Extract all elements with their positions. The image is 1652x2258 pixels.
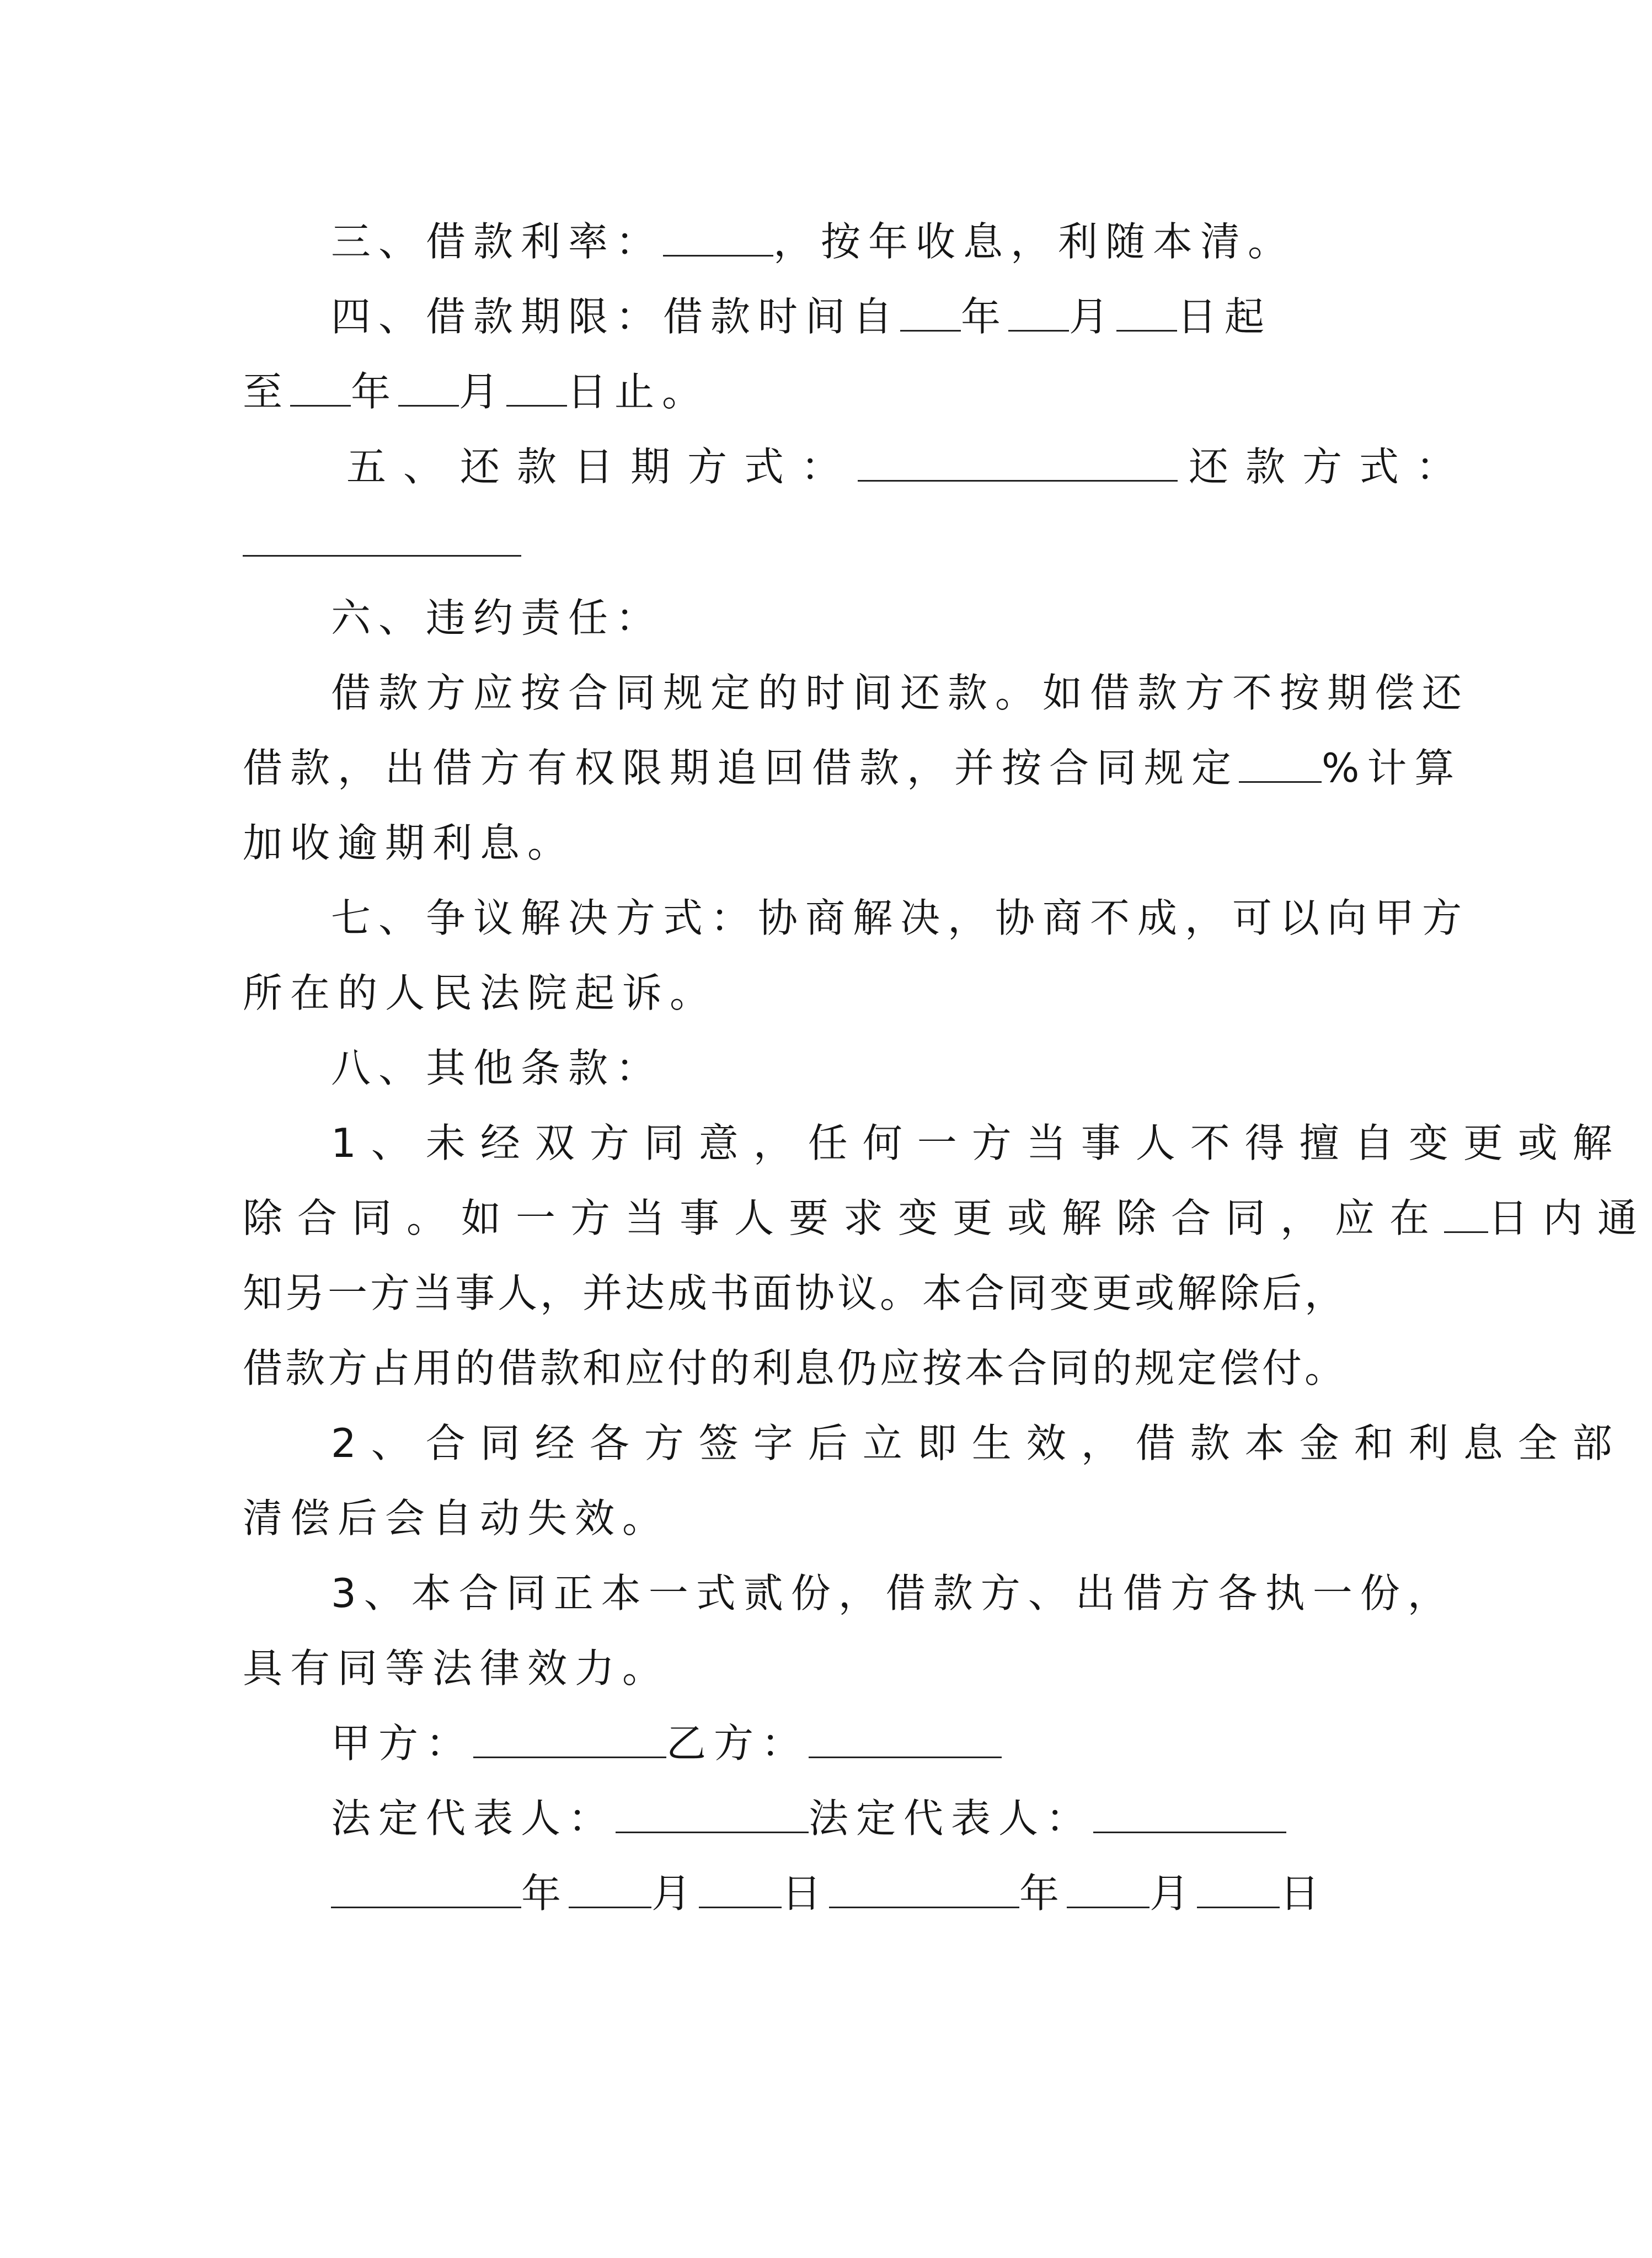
sec5-line: [346, 439, 1473, 494]
rep-line: [331, 1791, 1286, 1846]
end-month-label: 月: [459, 369, 507, 415]
sec4-line1: [331, 289, 1272, 344]
date-a-month: 月: [651, 1870, 699, 1917]
party-b-blank: [809, 1716, 1002, 1758]
sec6-p1: 借款方应按合同规定的时间还款。如借款方不按期偿还: [331, 670, 1470, 716]
party-line: [331, 1716, 1002, 1771]
clause1-line2-tail: 日内通: [1488, 1195, 1652, 1241]
sec6-p2: [243, 740, 1462, 796]
end-year-blank: [290, 364, 351, 407]
sec7-p2: 所在的人民法院起诉。: [243, 970, 718, 1016]
clause1-line2: [243, 1191, 1652, 1246]
sec4-line2: [243, 364, 709, 419]
clause1-line4: 借款方占用的借款和应付的利息仍应按本合同的规定偿付。: [243, 1345, 1348, 1391]
sec7-p1: 七、争议解决方式：协商解决，协商不成，可以向甲方: [331, 895, 1470, 941]
clause2-line1: 2、合同经各方签字后立即生效，借款本金和利息全部: [331, 1420, 1627, 1466]
sec4-label: 四、借款期限：借款时间自: [331, 293, 901, 340]
date-a-day: 日: [782, 1870, 830, 1917]
start-month-blank: [1008, 289, 1069, 332]
start-day-label: 日起: [1177, 293, 1273, 340]
sec6-p2-tail: %计算: [1322, 745, 1462, 791]
party-b-label: 乙方：: [666, 1720, 809, 1766]
date-b-month-blank: [1067, 1866, 1150, 1908]
start-month-label: 月: [1069, 293, 1117, 340]
sec5-label: 五、还款日期方式：: [346, 444, 858, 490]
end-day-blank: [506, 364, 567, 407]
date-b-day: 日: [1280, 1870, 1328, 1917]
rep-a-label: 法定代表人：: [331, 1795, 616, 1841]
date-b-year: 年: [1019, 1870, 1067, 1917]
penalty-rate-blank: [1239, 740, 1322, 783]
party-a-label: 甲方：: [331, 1720, 474, 1766]
clause1-line1: 1、未经双方同意，任何一方当事人不得擅自变更或解: [331, 1120, 1627, 1166]
sec6-p2-text: 借款，出借方有权限期追回借款，并按合同规定: [243, 745, 1239, 791]
notice-days-blank: [1444, 1191, 1488, 1233]
date-a-day-blank: [699, 1866, 782, 1908]
date-b-month: 月: [1150, 1870, 1197, 1917]
clause2-line2: 清偿后会自动失效。: [243, 1495, 670, 1541]
start-year-blank: [900, 289, 961, 332]
rep-b-blank: [1093, 1791, 1286, 1833]
sec8-heading: 八、其他条款：: [331, 1045, 664, 1091]
party-a-blank: [473, 1716, 666, 1758]
start-day-blank: [1116, 289, 1177, 332]
date-a-month-blank: [569, 1866, 651, 1908]
start-year-label: 年: [961, 293, 1009, 340]
clause1-line2-text: 除合同。如一方当事人要求变更或解除合同，应在: [243, 1195, 1445, 1241]
repay-method-blank: [243, 555, 521, 557]
date-line: [331, 1866, 1327, 1921]
clause1-line3: 知另一方当事人，并达成书面协议。本合同变更或解除后，: [243, 1270, 1348, 1316]
rep-a-blank: [616, 1791, 809, 1833]
sec6-p3: 加收逾期利息。: [243, 820, 575, 866]
date-b-year-blank: [829, 1866, 1019, 1908]
rep-b-label: 法定代表人：: [809, 1795, 1094, 1841]
sec3-line: [331, 214, 1295, 269]
date-a-year: 年: [521, 1870, 569, 1917]
end-year-label: 年: [351, 369, 399, 415]
sec3-text: ，按年收息，利随本清。: [773, 218, 1296, 265]
clause3-line2: 具有同等法律效力。: [243, 1645, 670, 1691]
repay-method-label: 还款方式：: [1189, 444, 1473, 490]
clause3-line1: 3、本合同正本一式贰份，借款方、出借方各执一份，: [331, 1570, 1455, 1616]
repay-date-blank: [858, 439, 1178, 482]
sec6-heading: 六、违约责任：: [331, 595, 664, 641]
end-prefix: 至: [243, 369, 291, 415]
sec3-label: 三、借款利率：: [331, 218, 664, 265]
end-day-label: 日止。: [567, 369, 710, 415]
date-b-day-blank: [1197, 1866, 1280, 1908]
interest-rate-blank: [663, 214, 773, 257]
end-month-blank: [398, 364, 459, 407]
date-a-year-blank: [331, 1866, 521, 1908]
